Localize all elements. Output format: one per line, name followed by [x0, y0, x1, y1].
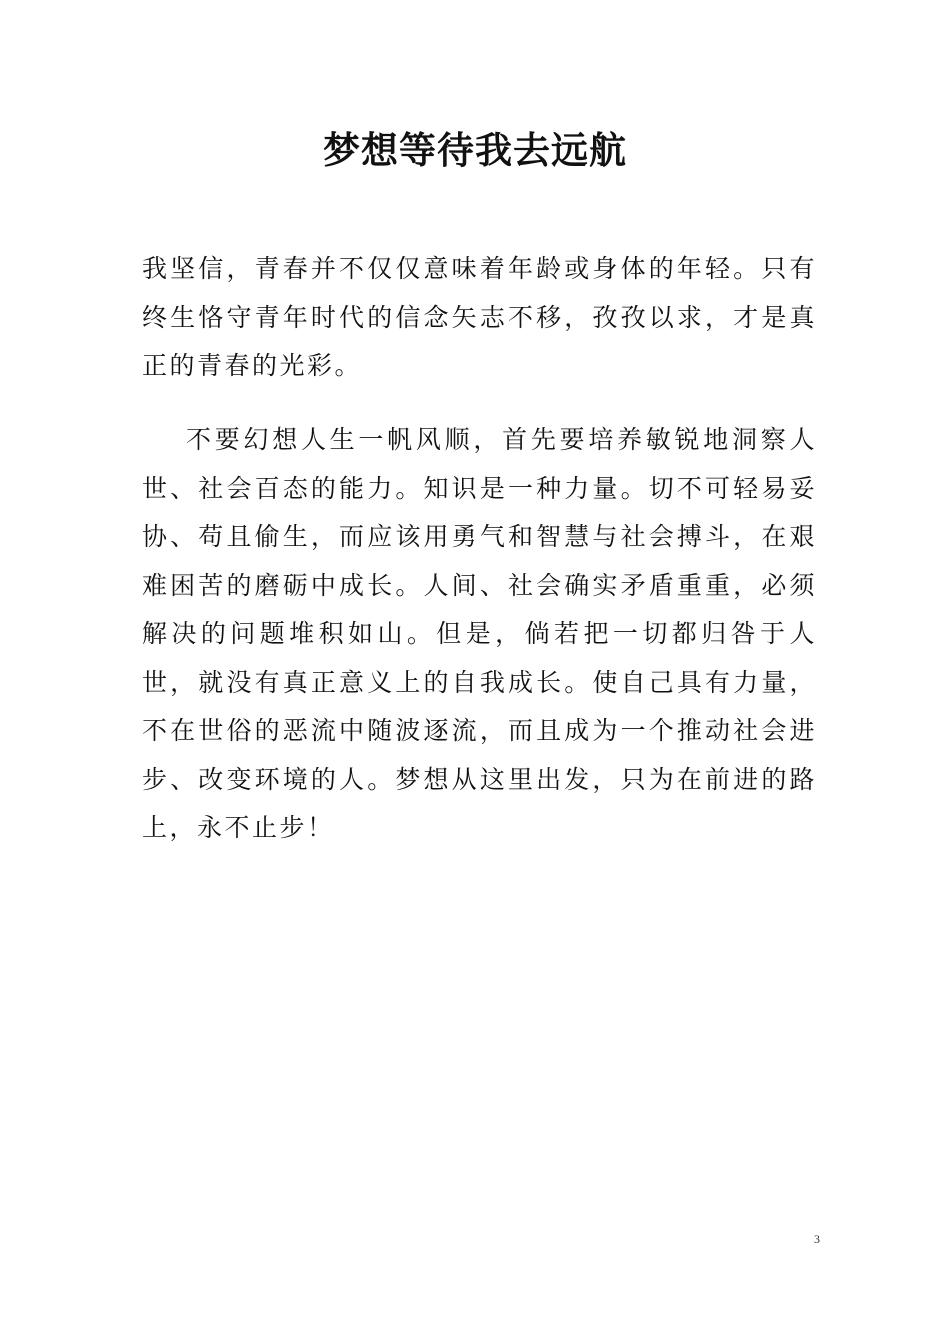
page-number: 3 — [814, 1232, 820, 1246]
paragraph-1: 我坚信，青春并不仅仅意味着年龄或身体的年轻。只有终生恪守青年时代的信念矢志不移，孜孜以求，才是真正的青春的光彩。 — [142, 254, 817, 380]
document-title: 梦想等待我去远航 — [323, 128, 627, 172]
paragraph-2: 不要幻想人生一帆风顺，首先要培养敏锐地洞察人世、社会百态的能力。知识是一种力量。切不可轻易妥协、苟且偷生，而应该用勇气和智慧与社会搏斗，在艰难困苦的磨砺中成长。人间、社会确实矛盾重重，必须解决的问题堆积如山。但是，倘若把一切都归咎于人世，就没有真正意义上的自我成长。使自己具有力量，不在世俗的恶流中随波逐流，而且成为一个推动社会进步、改变环境的人。梦想从这里出发，只为在前进的路上，永不止步！ — [142, 425, 817, 842]
